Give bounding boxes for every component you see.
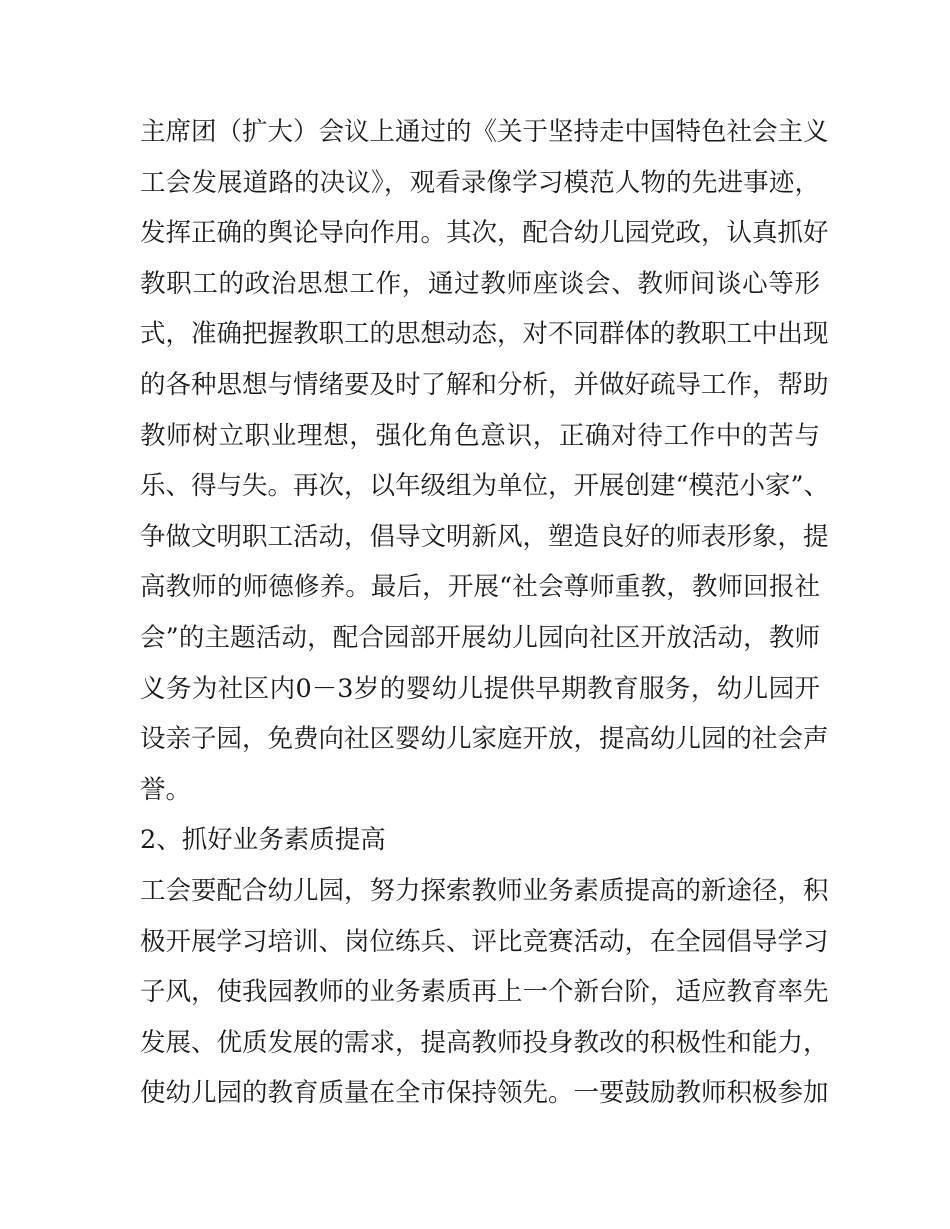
text-line: 发展、优质发展的需求，提高教师投身教改的积极性和能力， xyxy=(140,1027,829,1058)
text-line: 主席团（扩大）会议上通过的《关于坚持走中国特色社会主义 xyxy=(140,117,829,147)
text-line: 式，准确把握教职工的思想动态，对不同群体的教职工中出现 xyxy=(140,319,829,350)
text-line: 的各种思想与情绪要及时了解和分析，并做好疏导工作，帮助 xyxy=(140,369,829,400)
text-line: 发挥正确的舆论导向作用。其次，配合幼儿园党政，认真抓好 xyxy=(140,218,829,249)
text-line: 使幼儿园的教育质量在全市保持领先。一要鼓励教师积极参加 xyxy=(140,1078,829,1109)
text-line: 极开展学习培训、岗位练兵、评比竞赛活动，在全园倡导学习 xyxy=(140,926,829,957)
text-line: 誉。 xyxy=(140,774,192,805)
document-body xyxy=(140,107,830,1119)
text-line: 工会要配合幼儿园，努力探索教师业务素质提高的新途径，积 xyxy=(140,875,829,906)
section-heading: 2、抓好业务素质提高 xyxy=(140,825,386,856)
text-line: 工会发展道路的决议》，观看录像学习模范人物的先进事迹， xyxy=(140,167,820,198)
text-line: 乐、得与失。再次，以年级组为单位，开展创建“模范小家”、 xyxy=(140,471,830,502)
text-line: 设亲子园，免费向社区婴幼儿家庭开放，提高幼儿园的社会声 xyxy=(140,724,829,755)
text-line: 高教师的师德修养。最后，开展“社会尊师重教，教师回报社 xyxy=(140,572,820,603)
text-line: 义务为社区内0－3岁的婴幼儿提供早期教育服务，幼儿园开 xyxy=(140,673,820,704)
text-line: 子风，使我园教师的业务素质再上一个新台阶，适应教育率先 xyxy=(140,977,829,1008)
text-line: 会”的主题活动，配合园部开展幼儿园向社区开放活动，教师 xyxy=(140,622,820,653)
text-line: 教师树立职业理想，强化角色意识，正确对待工作中的苦与 xyxy=(140,420,820,451)
text-line: 教职工的政治思想工作，通过教师座谈会、教师间谈心等形 xyxy=(140,268,820,299)
text-line: 争做文明职工活动，倡导文明新风，塑造良好的师表形象，提 xyxy=(140,521,829,552)
